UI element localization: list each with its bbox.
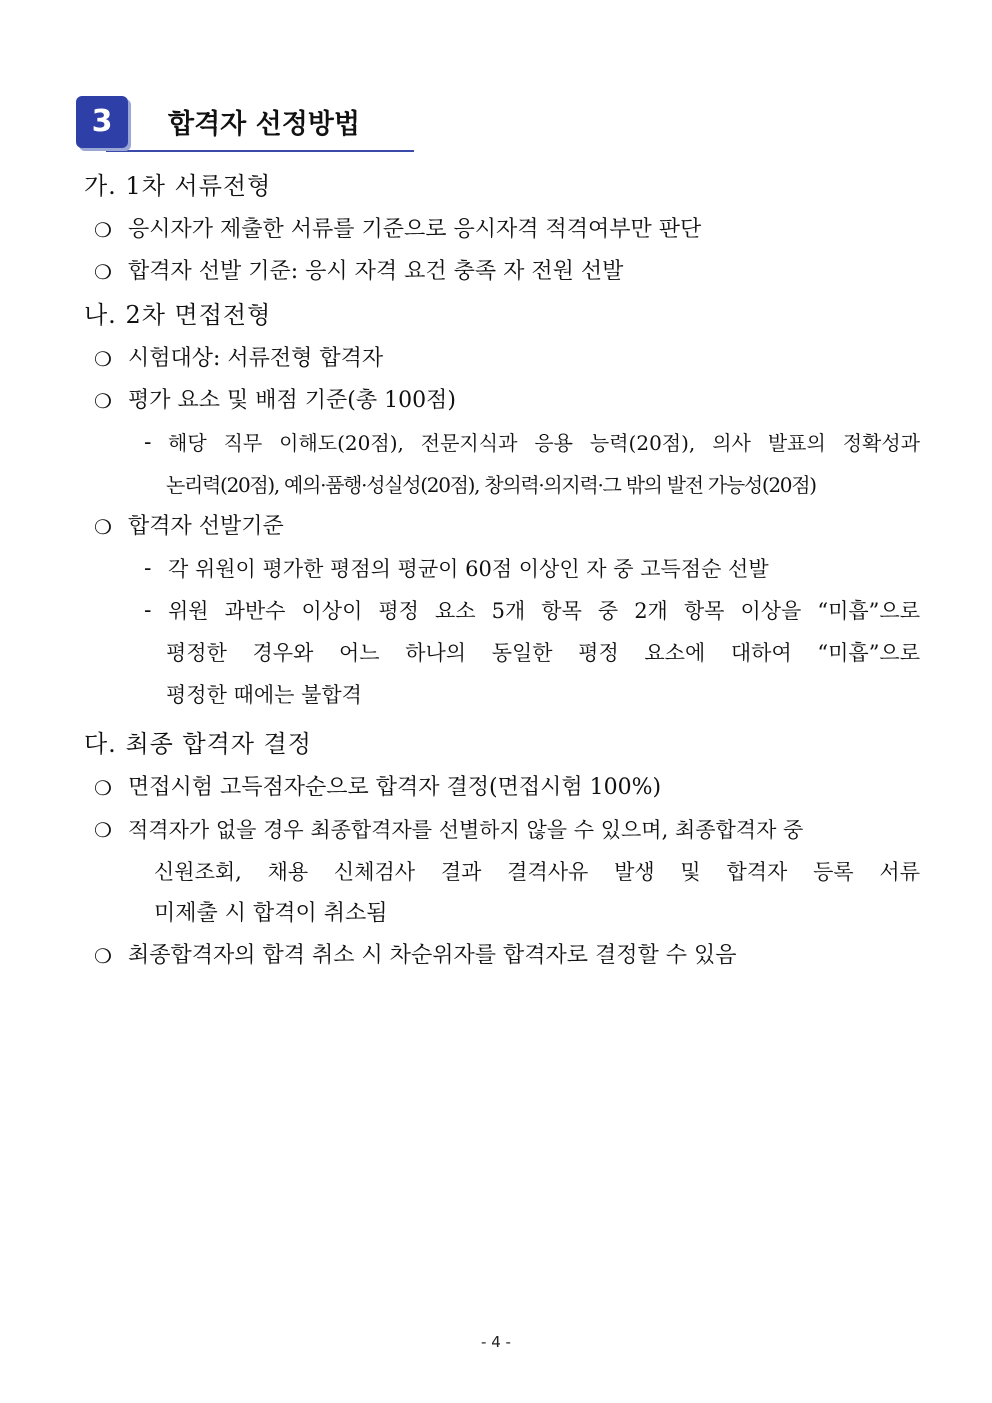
subsection-c-bullet-3: 최종합격자의 합격 취소 시 차순위자를 합격자로 결정할 수 있음 bbox=[128, 943, 737, 968]
bullet-icon: ❍ bbox=[94, 776, 112, 800]
bullet-icon: ❍ bbox=[94, 260, 112, 284]
subsection-c-bullet-2-line-2: 신원조회, 채용 신체검사 결과 결격사유 발생 및 합격자 등록 서류 bbox=[154, 860, 920, 884]
section-header bbox=[76, 96, 416, 154]
dash-marker: - bbox=[144, 430, 152, 455]
dash-marker: - bbox=[144, 556, 152, 581]
bullet-icon: ❍ bbox=[94, 347, 112, 371]
bullet-icon: ❍ bbox=[94, 389, 112, 413]
section-title: 합격자 선정방법 bbox=[168, 109, 360, 140]
bullet-icon: ❍ bbox=[94, 218, 112, 242]
subsection-b-bullet-3-dash-1: 각 위원이 평가한 평점의 평균이 60점 이상인 자 중 고득점순 선발 bbox=[168, 557, 769, 581]
subsection-b-bullet-3: 합격자 선발기준 bbox=[128, 514, 284, 539]
subsection-b-bullet-1: 시험대상: 서류전형 합격자 bbox=[128, 346, 384, 371]
subsection-b-bullet-2: 평가 요소 및 배점 기준(총 100점) bbox=[128, 388, 456, 413]
section-underline bbox=[106, 150, 414, 152]
subsection-b-bullet-2-dash-1-line-2: 논리력(20점), 예의·품행·성실성(20점), 창의력·의지력·그 밖의 발전 가능성(20점) bbox=[166, 473, 816, 497]
subsection-b-bullet-3-dash-2-line-3: 평정한 때에는 불합격 bbox=[166, 683, 362, 707]
bullet-icon: ❍ bbox=[94, 944, 112, 968]
subsection-a-heading: 가. 1차 서류전형 bbox=[84, 172, 272, 200]
subsection-c-bullet-2-line-1: 적격자가 없을 경우 최종합격자를 선별하지 않을 수 있으며, 최종합격자 중 bbox=[128, 818, 804, 842]
subsection-b-heading: 나. 2차 면접전형 bbox=[84, 301, 272, 329]
subsection-a-bullet-2: 합격자 선발 기준: 응시 자격 요건 충족 자 전원 선발 bbox=[128, 259, 624, 284]
page-number: - 4 - bbox=[481, 1333, 511, 1351]
subsection-a-bullet-1: 응시자가 제출한 서류를 기준으로 응시자격 적격여부만 판단 bbox=[128, 217, 702, 242]
bullet-icon: ❍ bbox=[94, 515, 112, 539]
section-number: 3 bbox=[91, 104, 113, 139]
subsection-c-heading: 다. 최종 합격자 결정 bbox=[84, 730, 312, 758]
subsection-b-bullet-3-dash-2-line-2: 평정한 경우와 어느 하나의 동일한 평정 요소에 대하여 “미흡”으로 bbox=[166, 641, 920, 665]
subsection-c-bullet-2-line-3: 미제출 시 합격이 취소됨 bbox=[154, 901, 388, 926]
subsection-b-bullet-2-dash-1-line-1: 해당 직무 이해도(20점), 전문지식과 응용 능력(20점), 의사 발표의 정확성과 bbox=[168, 431, 920, 455]
subsection-c-bullet-1: 면접시험 고득점자순으로 합격자 결정(면접시험 100%) bbox=[128, 775, 662, 800]
dash-marker: - bbox=[144, 598, 152, 623]
subsection-b-bullet-3-dash-2-line-1: 위원 과반수 이상이 평정 요소 5개 항목 중 2개 항목 이상을 “미흡”으로 bbox=[168, 599, 920, 623]
bullet-icon: ❍ bbox=[94, 818, 112, 842]
